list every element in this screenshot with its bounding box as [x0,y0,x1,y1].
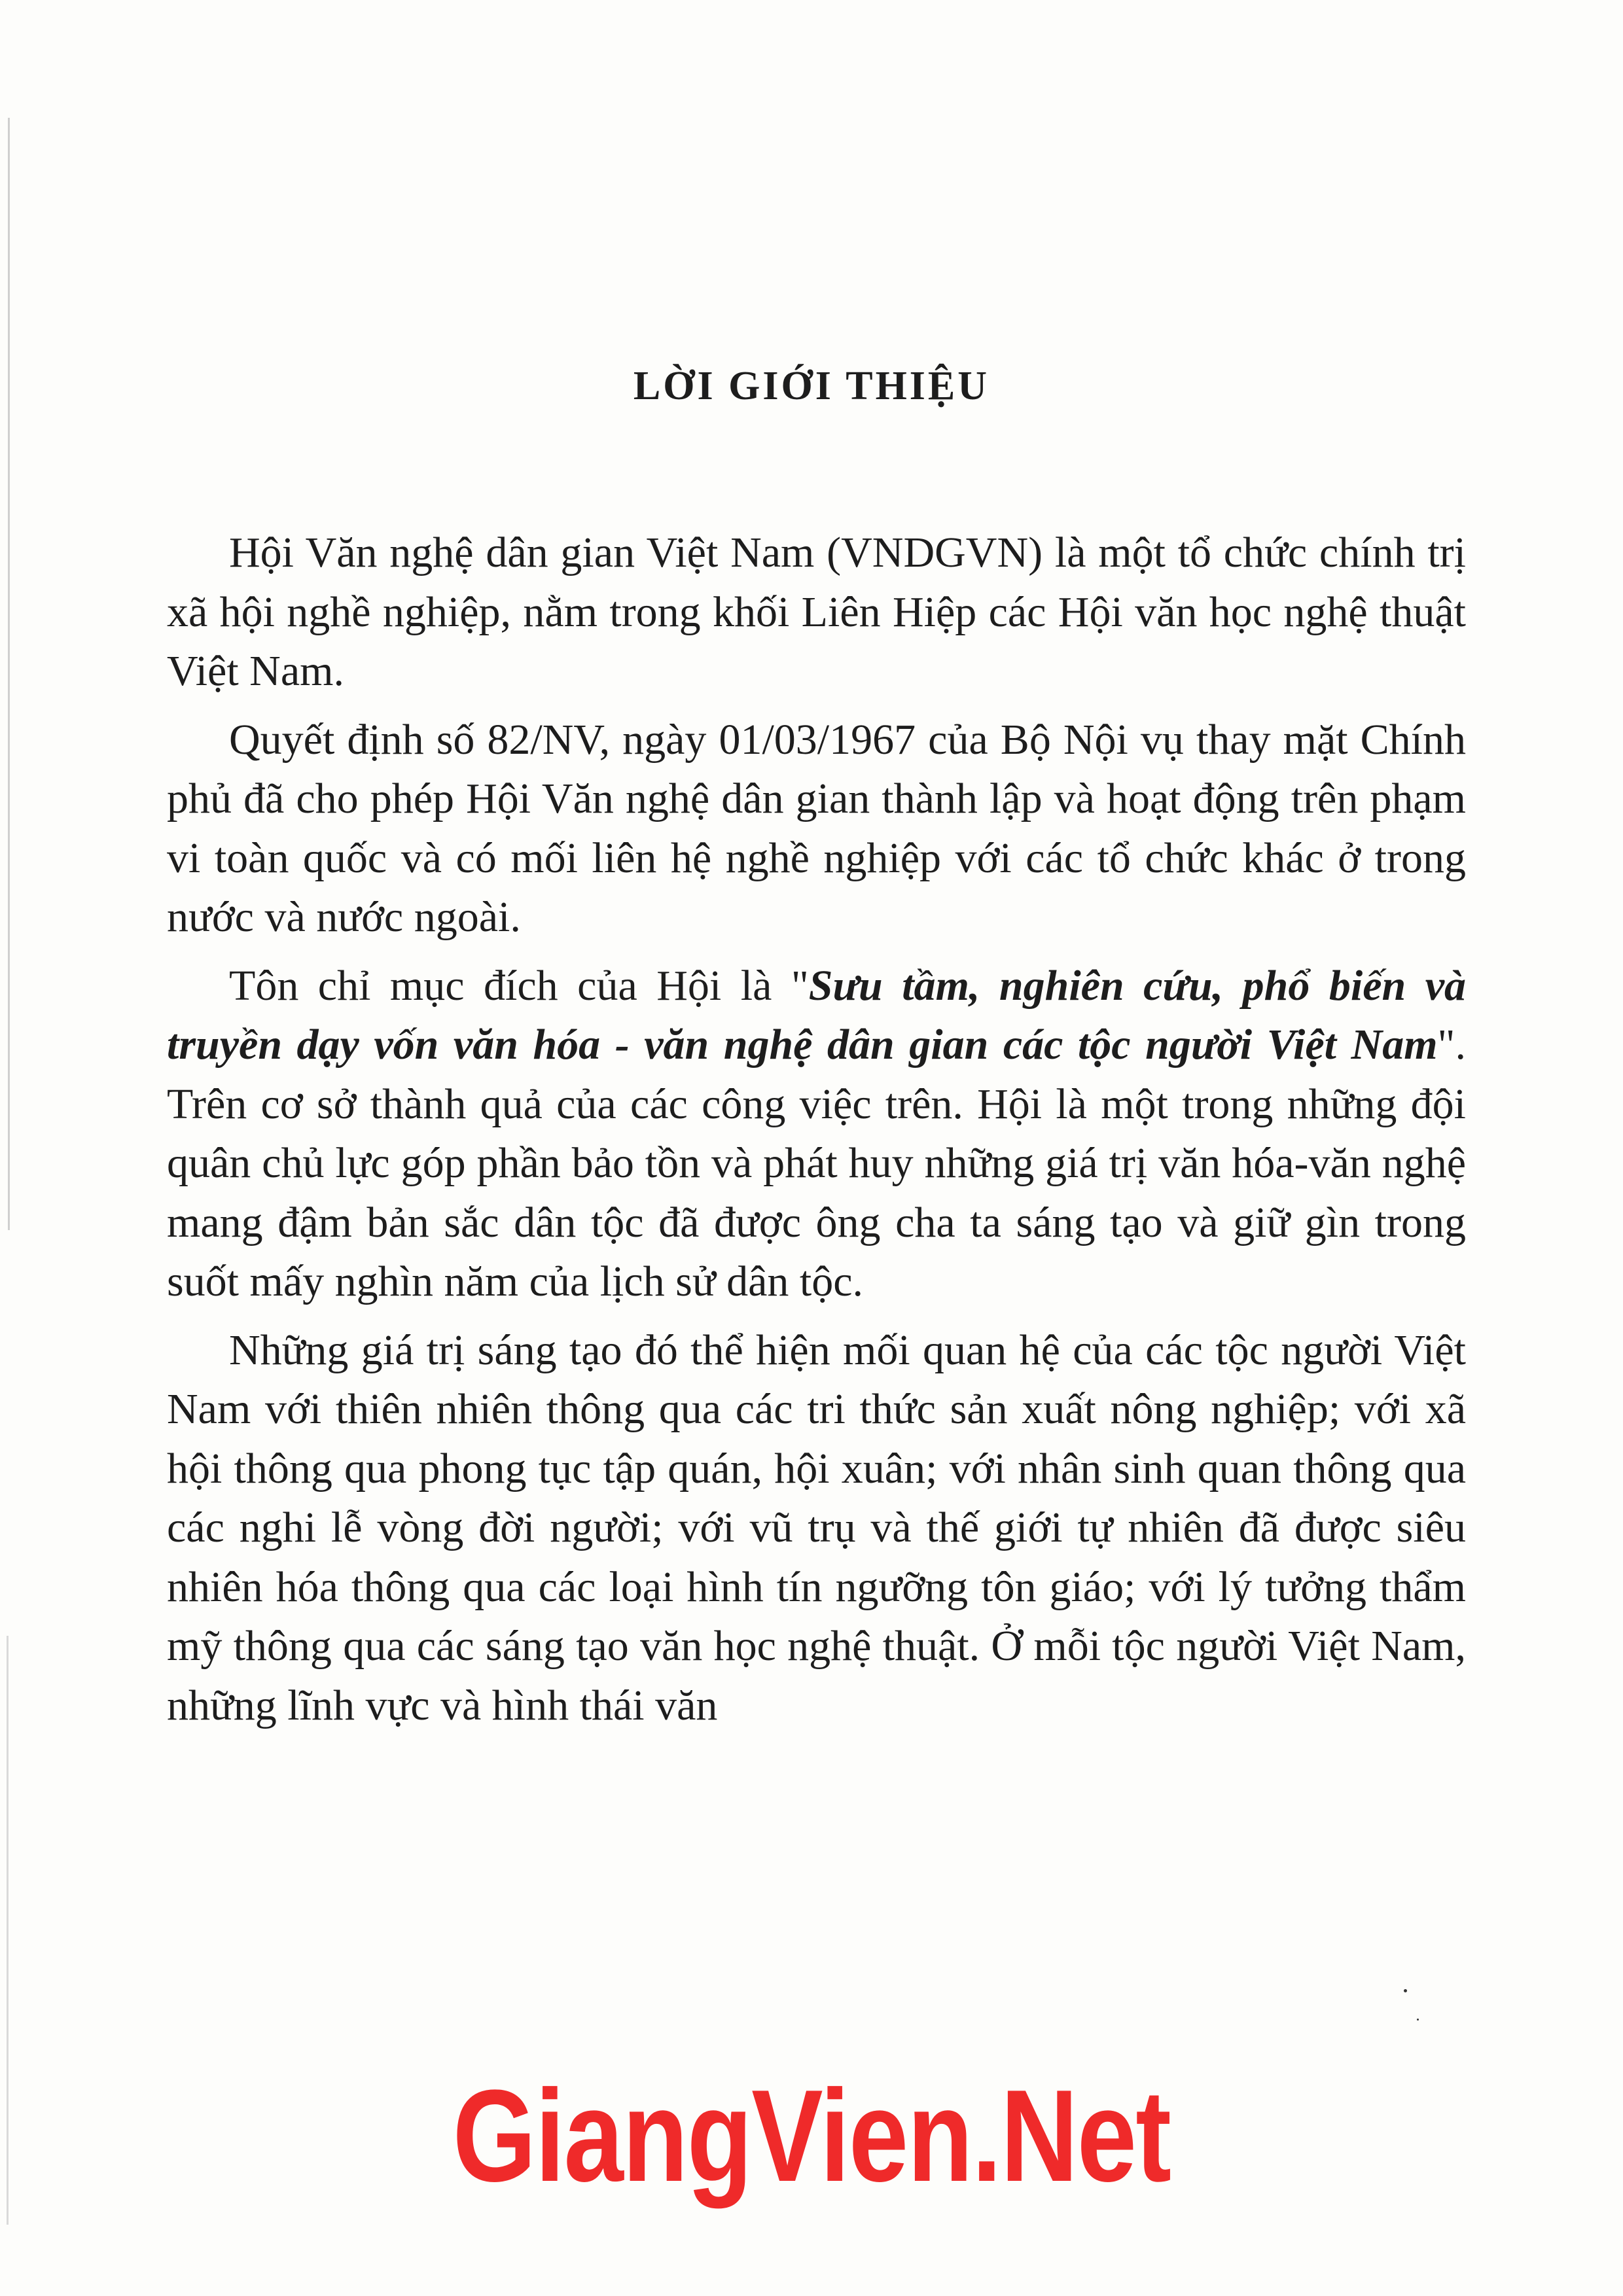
page-title: LỜI GIỚI THIỆU [633,364,990,408]
body-text [167,523,1466,1735]
paragraph-3 [167,957,1466,1312]
paragraph-3-lead: Tôn chỉ mục đích của Hội là " [229,961,809,1010]
paragraph-1: Hội Văn nghệ dân gian Việt Nam (VNDGVN) là một tổ chức chính trị xã hội nghề nghiệp, nằm trong khối Liên Hiệp các Hội văn học nghệ thuật Việt Nam. [167,529,1466,695]
paragraph-4: Những giá trị sáng tạo đó thể hiện mối quan hệ của các tộc người Việt Nam với thiên nhiên thông qua các tri thức sản xuất nông nghiệp; với xã hội thông qua phong tục tập quán, hội xuân; với nhân sinh quan thông qua các nghi lễ vòng đời người; với vũ trụ và thế giới tự nhiên đã được siêu nhiên hóa thông qua các loại hình tín ngưỡng tôn giáo; với lý tưởng thẩm mỹ thông qua các sáng tạo văn học nghệ thuật. Ở mỗi tộc người Việt Nam, những lĩnh vực và hình thái văn [167,1326,1466,1729]
page-edge-shadow-lower [7,1636,9,2225]
page-edge-shadow [8,118,10,1230]
speck-mark [1417,2019,1419,2021]
paragraph-3-tail: ". Trên cơ sở thành quả của các công việc trên. Hội là một trong những đội quân chủ lực góp phần bảo tồn và phát huy những giá trị văn hóa-văn nghệ mang đậm bản sắc dân tộc đã được ông cha ta sáng tạo và giữ gìn trong suốt mấy nghìn năm của lịch sử dân tộc. [167,1021,1466,1305]
paragraph-3-quote: Sưu tầm, nghiên cứu, phổ biến và truyền dạy vốn văn hóa - văn nghệ dân gian các tộc người Việt Nam [167,961,1466,1069]
watermark-logo: GiangVien.Net [452,2063,1171,2209]
paragraph-2: Quyết định số 82/NV, ngày 01/03/1967 của Bộ Nội vụ thay mặt Chính phủ đã cho phép Hội Văn nghệ dân gian thành lập và hoạt động trên phạm vi toàn quốc và có mối liên hệ nghề nghiệp với các tổ chức khác ở trong nước và nước ngoài. [167,715,1466,941]
speck-mark [1404,1989,1407,1992]
